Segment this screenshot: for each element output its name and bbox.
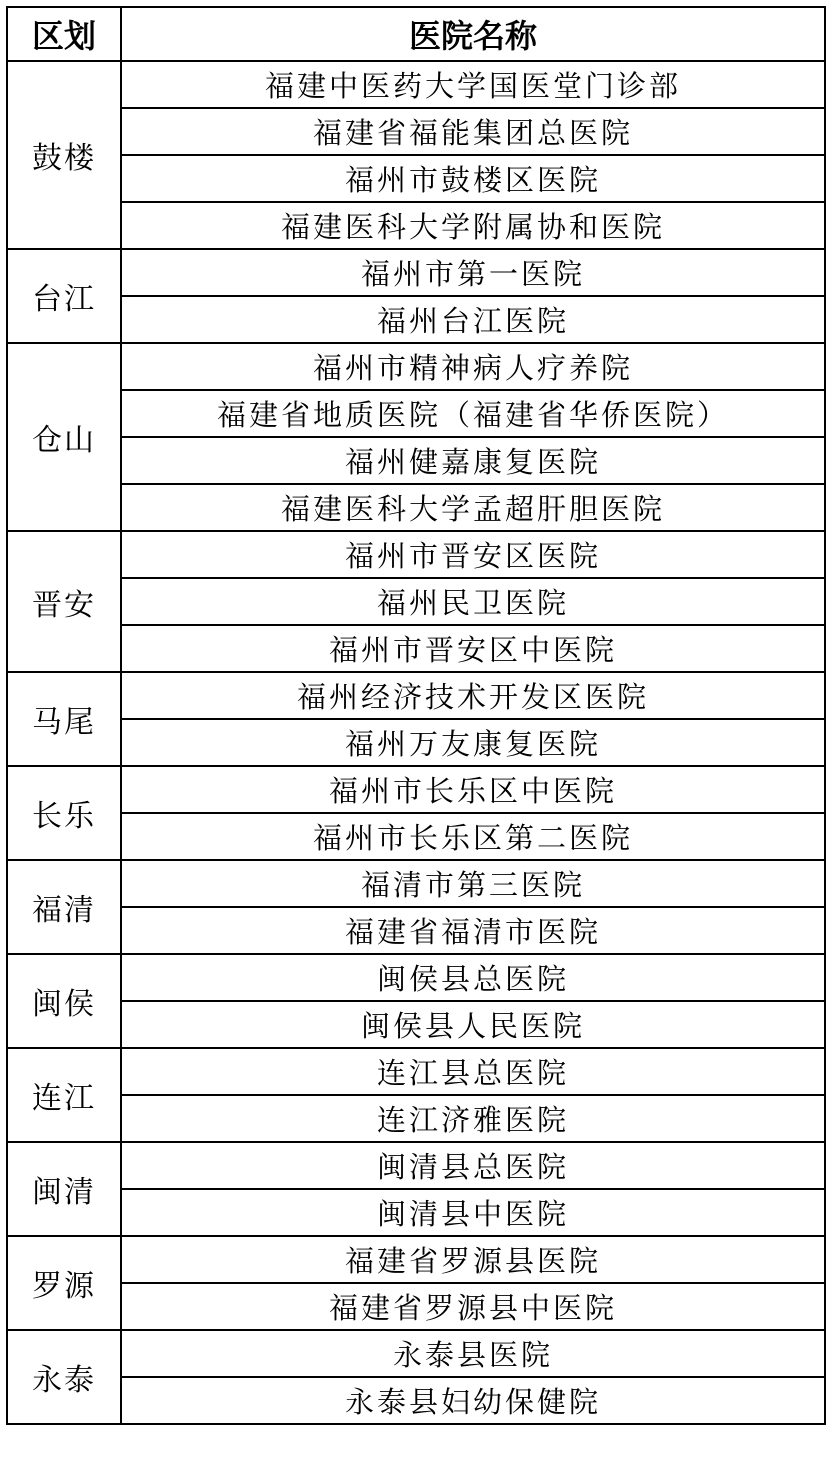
hospital-name-cell: 福建省罗源县中医院 bbox=[121, 1283, 825, 1330]
table-row bbox=[7, 578, 825, 625]
hospital-name-cell: 闽侯县总医院 bbox=[121, 954, 825, 1001]
hospital-name-cell: 福州市晋安区中医院 bbox=[121, 625, 825, 672]
table-row bbox=[7, 155, 825, 202]
table-row bbox=[7, 766, 825, 813]
hospital-name-cell: 福州市精神病人疗养院 bbox=[121, 343, 825, 390]
table-row bbox=[7, 437, 825, 484]
hospital-name-cell: 福建省罗源县医院 bbox=[121, 1236, 825, 1283]
table-row bbox=[7, 672, 825, 719]
hospital-name-cell: 闽清县中医院 bbox=[121, 1189, 825, 1236]
district-cell: 闽清 bbox=[7, 1142, 121, 1236]
hospital-name-cell: 福州市长乐区第二医院 bbox=[121, 813, 825, 860]
hospital-name-cell: 福建中医药大学国医堂门诊部 bbox=[121, 61, 825, 108]
district-cell: 连江 bbox=[7, 1048, 121, 1142]
table-row bbox=[7, 1189, 825, 1236]
table-row bbox=[7, 719, 825, 766]
table-row bbox=[7, 61, 825, 108]
hospital-table bbox=[6, 6, 826, 1425]
district-cell: 永泰 bbox=[7, 1330, 121, 1424]
hospital-name-cell: 福州市长乐区中医院 bbox=[121, 766, 825, 813]
hospital-name-cell: 福建医科大学附属协和医院 bbox=[121, 202, 825, 249]
hospital-name-cell: 福建省福清市医院 bbox=[121, 907, 825, 954]
hospital-name-cell: 福州市晋安区医院 bbox=[121, 531, 825, 578]
table-row bbox=[7, 907, 825, 954]
table-row bbox=[7, 202, 825, 249]
hospital-name-cell: 连江济雅医院 bbox=[121, 1095, 825, 1142]
hospital-name-cell: 福州民卫医院 bbox=[121, 578, 825, 625]
hospital-name-cell: 永泰县医院 bbox=[121, 1330, 825, 1377]
table-row bbox=[7, 108, 825, 155]
district-cell: 马尾 bbox=[7, 672, 121, 766]
table-row bbox=[7, 1377, 825, 1424]
district-cell: 鼓楼 bbox=[7, 61, 121, 249]
hospital-name-cell: 福建省福能集团总医院 bbox=[121, 108, 825, 155]
table-row bbox=[7, 390, 825, 437]
district-cell: 闽侯 bbox=[7, 954, 121, 1048]
district-cell: 台江 bbox=[7, 249, 121, 343]
header-row bbox=[7, 7, 825, 61]
table-row bbox=[7, 1048, 825, 1095]
hospital-name-cell: 福州市第一医院 bbox=[121, 249, 825, 296]
table-row bbox=[7, 1236, 825, 1283]
table-row bbox=[7, 343, 825, 390]
table-row bbox=[7, 1330, 825, 1377]
hospital-name-cell: 福建医科大学孟超肝胆医院 bbox=[121, 484, 825, 531]
table-row bbox=[7, 1142, 825, 1189]
hospital-name-cell: 福州经济技术开发区医院 bbox=[121, 672, 825, 719]
hospital-name-cell: 福州市鼓楼区医院 bbox=[121, 155, 825, 202]
hospital-name-cell: 福建省地质医院（福建省华侨医院） bbox=[121, 390, 825, 437]
district-cell: 罗源 bbox=[7, 1236, 121, 1330]
district-cell: 长乐 bbox=[7, 766, 121, 860]
table-row bbox=[7, 1001, 825, 1048]
table-row bbox=[7, 1095, 825, 1142]
table-row bbox=[7, 249, 825, 296]
table-row bbox=[7, 860, 825, 907]
district-cell: 仓山 bbox=[7, 343, 121, 531]
table-row bbox=[7, 1283, 825, 1330]
hospital-name-cell: 福清市第三医院 bbox=[121, 860, 825, 907]
hospital-name-cell: 闽清县总医院 bbox=[121, 1142, 825, 1189]
district-header: 区划 bbox=[7, 7, 121, 61]
table-row bbox=[7, 531, 825, 578]
table-row bbox=[7, 954, 825, 1001]
hospital-name-cell: 连江县总医院 bbox=[121, 1048, 825, 1095]
district-cell: 福清 bbox=[7, 860, 121, 954]
table-row bbox=[7, 813, 825, 860]
hospital-name-cell: 福州万友康复医院 bbox=[121, 719, 825, 766]
hospital-name-cell: 闽侯县人民医院 bbox=[121, 1001, 825, 1048]
table-row bbox=[7, 484, 825, 531]
table-row bbox=[7, 625, 825, 672]
table-row bbox=[7, 296, 825, 343]
district-cell: 晋安 bbox=[7, 531, 121, 672]
hospital-name-cell: 福州台江医院 bbox=[121, 296, 825, 343]
hospital-name-header: 医院名称 bbox=[121, 7, 825, 61]
table-body bbox=[7, 61, 825, 1424]
hospital-name-cell: 福州健嘉康复医院 bbox=[121, 437, 825, 484]
hospital-name-cell: 永泰县妇幼保健院 bbox=[121, 1377, 825, 1424]
